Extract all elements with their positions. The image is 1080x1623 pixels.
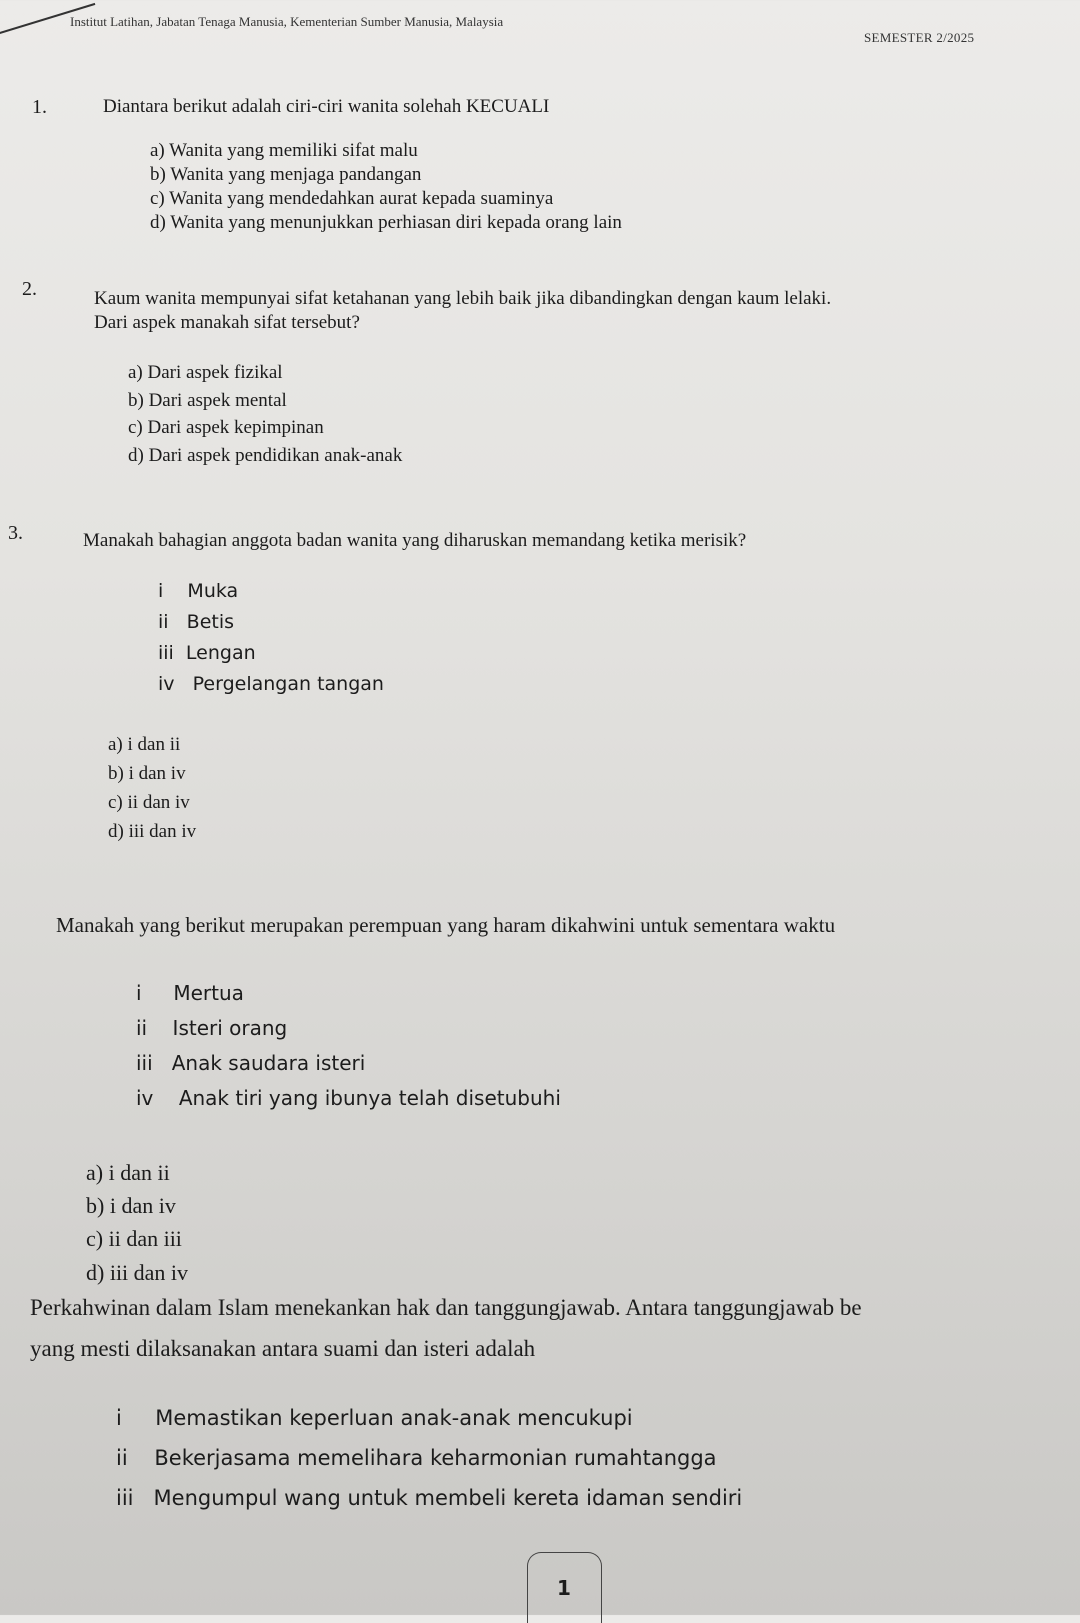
q4-option-a: a) i dan ii (86, 1160, 170, 1185)
q3-option-c: c) ii dan iv (108, 792, 190, 813)
q4-item-i: i Mertua (136, 981, 244, 1005)
q2-text-line2: Dari aspek manakah sifat tersebut? (94, 312, 360, 333)
q2-number: 2. (22, 278, 37, 300)
q3-item-iv: iv Pergelangan tangan (158, 673, 384, 695)
q2-text-line1: Kaum wanita mempunyai sifat ketahanan yang lebih baik jika dibandingkan dengan kaum lelaki. (94, 288, 832, 309)
q3-option-b: b) i dan iv (108, 763, 186, 784)
q3-item-iii: iii Lengan (158, 642, 256, 664)
q5-text-line1: Perkahwinan dalam Islam menekankan hak dan tanggungjawab. Antara tanggungjawab be (30, 1295, 862, 1320)
q4-item-iii: iii Anak saudara isteri (136, 1051, 366, 1075)
q3-item-i: i Muka (158, 580, 239, 602)
q3-number: 3. (8, 522, 23, 544)
q1-text: Diantara berikut adalah ciri-ciri wanita solehah KECUALI (103, 96, 550, 117)
q4-option-b: b) i dan iv (86, 1193, 176, 1218)
q4-item-ii: ii Isteri orang (136, 1016, 288, 1040)
q5-text-line2: yang mesti dilaksanakan antara suami dan isteri adalah (30, 1336, 536, 1361)
q2-option-b: b) Dari aspek mental (128, 390, 287, 411)
page-number: 1 (557, 1576, 571, 1600)
q1-option-b: b) Wanita yang menjaga pandangan (150, 164, 422, 185)
q4-item-iv: iv Anak tiri yang ibunya telah disetubuhi (136, 1086, 561, 1110)
q4-option-d: d) iii dan iv (86, 1260, 189, 1285)
header-semester: SEMESTER 2/2025 (864, 30, 975, 45)
q3-item-ii: ii Betis (158, 611, 235, 633)
q2-option-a: a) Dari aspek fizikal (128, 362, 283, 383)
q3-text: Manakah bahagian anggota badan wanita yang diharuskan memandang ketika merisik? (83, 530, 747, 551)
q3-option-d: d) iii dan iv (108, 821, 197, 842)
header-institution: Institut Latihan, Jabatan Tenaga Manusia, Kementerian Sumber Manusia, Malaysia (70, 14, 504, 29)
q4-option-c: c) ii dan iii (86, 1226, 182, 1251)
q5-item-iii: iii Mengumpul wang untuk membeli kereta idaman sendiri (116, 1486, 743, 1510)
q4-text: Manakah yang berikut merupakan perempuan yang haram dikahwini untuk sementara waktu (56, 913, 836, 937)
q5-item-ii: ii Bekerjasama memelihara keharmonian rumahtangga (116, 1446, 717, 1470)
q1-option-d: d) Wanita yang menunjukkan perhiasan diri kepada orang lain (150, 212, 622, 233)
q1-option-a: a) Wanita yang memiliki sifat malu (150, 140, 418, 161)
q2-option-d: d) Dari aspek pendidikan anak-anak (128, 445, 403, 466)
q1-option-c: c) Wanita yang mendedahkan aurat kepada suaminya (150, 188, 554, 209)
q3-option-a: a) i dan ii (108, 734, 181, 755)
q2-option-c: c) Dari aspek kepimpinan (128, 417, 324, 438)
q1-number: 1. (32, 96, 47, 118)
q5-item-i: i Memastikan keperluan anak-anak mencukupi (116, 1406, 633, 1430)
